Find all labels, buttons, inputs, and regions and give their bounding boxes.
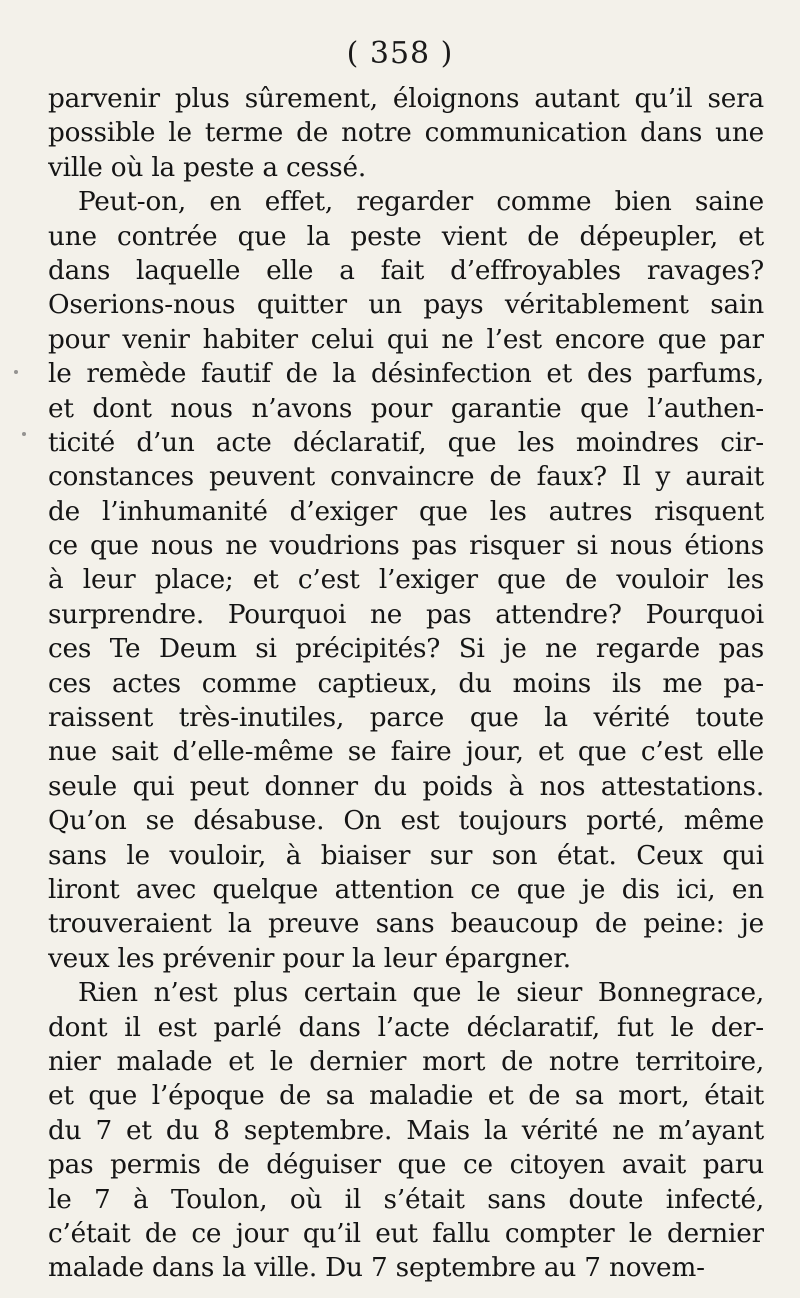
text-line: Peut-on, en effet, regarder comme bien saine <box>78 187 764 218</box>
text-line: une contrée que la peste vient de dépeupler, et <box>48 221 764 252</box>
text-line: à leur place; et c’est l’exiger que de vouloir les <box>48 565 764 596</box>
text-line: nue sait d’elle-même se faire jour, et que c’est elle <box>48 737 764 768</box>
text-line: raissent très-inutiles, parce que la vérité toute <box>48 703 764 734</box>
text-line: ville où la peste a cessé. <box>48 152 367 183</box>
text-line: dans laquelle elle a fait d’effroyables ravages? <box>48 255 764 286</box>
text-line: pas permis de déguiser que ce citoyen avait paru <box>48 1150 764 1181</box>
body-text <box>48 82 764 1286</box>
text-line: constances peuvent convaincre de faux? Il y aurait <box>48 462 764 493</box>
text-line: pour venir habiter celui qui ne l’est encore que par <box>48 324 764 355</box>
text-line: sans le vouloir, à biaiser sur son état. Ceux qui <box>48 840 764 871</box>
text-line: surprendre. Pourquoi ne pas attendre? Pourquoi <box>48 599 764 630</box>
text-line: Oserions-nous quitter un pays véritablement sain <box>48 290 764 321</box>
paragraph <box>48 976 764 1286</box>
text-line: nier malade et le dernier mort de notre territoire, <box>48 1046 764 1077</box>
text-line: ticité d’un acte déclaratif, que les moindres cir- <box>48 427 764 458</box>
text-line: veux les prévenir pour la leur épargner. <box>48 943 571 974</box>
text-line: seule qui peut donner du poids à nos attestations. <box>48 771 764 802</box>
ink-speck <box>22 432 26 436</box>
page-number: ( 358 ) <box>346 36 454 71</box>
text-line: le remède fautif de la désinfection et des parfums, <box>48 359 764 390</box>
ink-speck <box>14 370 18 374</box>
text-line: ces Te Deum si précipités? Si je ne regarde pas <box>48 634 764 665</box>
text-line: dont il est parlé dans l’acte déclaratif, fut le der- <box>48 1012 764 1043</box>
text-line: ces actes comme captieux, du moins ils me pa- <box>48 668 764 699</box>
paragraph <box>48 185 764 976</box>
text-line: du 7 et du 8 septembre. Mais la vérité ne m’ayant <box>48 1115 764 1146</box>
text-line: c’était de ce jour qu’il eut fallu compter le dernier <box>48 1218 764 1249</box>
text-line: parvenir plus sûrement, éloignons autant qu’il sera <box>48 84 764 114</box>
text-line: liront avec quelque attention ce que je dis ici, en <box>48 874 764 905</box>
text-line: de l’inhumanité d’exiger que les autres risquent <box>48 496 764 527</box>
text-line: le 7 à Toulon, où il s’était sans doute infecté, <box>48 1184 764 1215</box>
text-line: trouveraient la preuve sans beaucoup de peine: je <box>48 909 764 940</box>
text-line: possible le terme de notre communication dans une <box>48 118 764 149</box>
text-line: ce que nous ne voudrions pas risquer si nous étions <box>48 531 764 562</box>
text-line: malade dans la ville. Du 7 septembre au 7 novem- <box>48 1253 705 1284</box>
text-line: Qu’on se désabuse. On est toujours porté, même <box>48 806 764 837</box>
text-line: et dont nous n’avons pour garantie que l’authen- <box>48 393 764 424</box>
text-line: Rien n’est plus certain que le sieur Bonnegrace, <box>78 978 764 1009</box>
paragraph <box>48 82 764 185</box>
text-line: et que l’époque de sa maladie et de sa mort, était <box>48 1081 764 1112</box>
